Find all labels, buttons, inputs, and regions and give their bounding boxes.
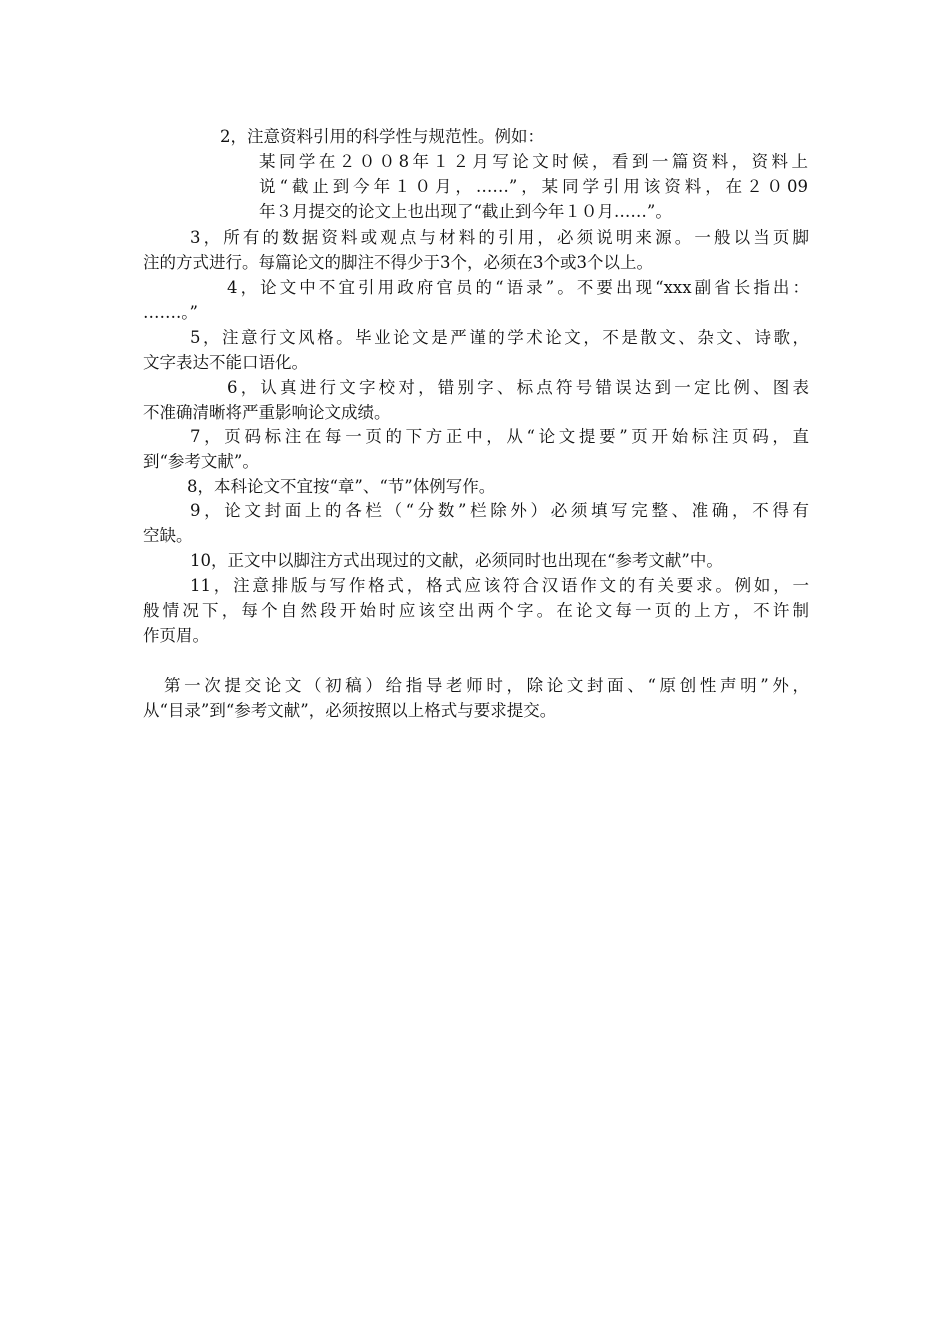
- requirement-item-3: 3，所有的数据资料或观点与材料的引用，必须说明来源。一般以当页脚 注的方式进行。每篇论文的脚注不得少于3个，必须在3个或3个以上。: [143, 228, 809, 272]
- requirement-item-5: 5，注意行文风格。毕业论文是严谨的学术论文，不是散文、杂文、诗歌， 文字表达不能口语化。: [143, 328, 809, 372]
- requirement-item-4: 4，论文中不宜引用政府官员的“语录”。不要出现“xxx副省长指出： …….。”: [143, 278, 809, 322]
- requirement-item-7: 7，页码标注在每一页的下方正中，从“论文提要”页开始标注页码，直 到“参考文献”。: [143, 427, 809, 471]
- requirement-item-9: 9，论文封面上的各栏（“分数”栏除外）必须填写完整、准确，不得有 空缺。: [143, 501, 809, 545]
- requirement-item-2: 2，注意资料引用的科学性与规范性。例如：: [220, 127, 544, 146]
- requirement-example: 某同学在２００8年１２月写论文时候，看到一篇资料，资料上 说“截止到今年１０月，……”，某同学引用该资料，在２０09 年３月提交的论文上也出现了“截止到今年１０月……”。: [259, 152, 808, 221]
- requirement-item-10: 10，正文中以脚注方式出现过的文献，必须同时也出现在“参考文献”中。: [190, 551, 723, 570]
- submission-note: 第一次提交论文（初稿）给指导老师时，除论文封面、“原创性声明”外， 从“目录”到“参考文献”，必须按照以上格式与要求提交。: [143, 676, 809, 720]
- requirement-item-6: 6，认真进行文字校对，错别字、标点符号错误达到一定比例、图表 不准确清晰将严重影响论文成绩。: [143, 378, 809, 422]
- requirement-item-8: 8，本科论文不宜按“章”、“节”体例写作。: [187, 477, 496, 496]
- requirement-item-11: 11，注意排版与写作格式，格式应该符合汉语作文的有关要求。例如，一 般情况下，每个自然段开始时应该空出两个字。在论文每一页的上方，不许制 作页眉。: [143, 576, 809, 645]
